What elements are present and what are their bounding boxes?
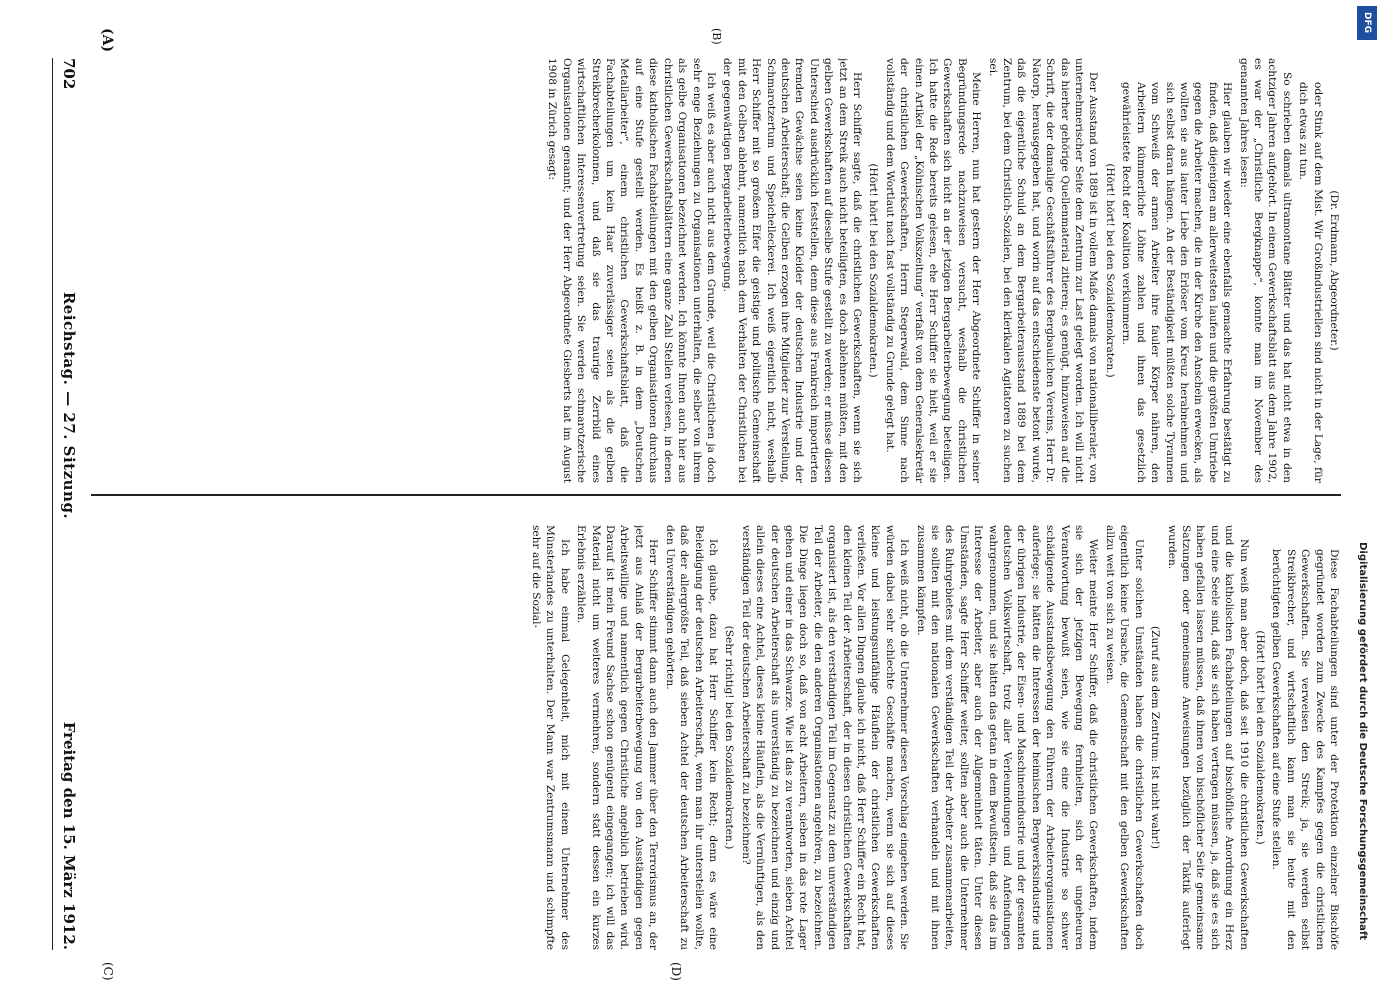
left-column bbox=[91, 58, 1341, 483]
right-column-paragraph: Ich habe einmal Gelegenheit, mich mit einem Unternehmer des Münsterlandes zu unterhalten. Der Mann war Zentrumsmann und schimpfte sehr auf die Sozial- bbox=[530, 525, 571, 950]
digitization-credit bbox=[1349, 0, 1377, 1000]
column-divider bbox=[91, 494, 1341, 496]
right-column-paragraph: Herr Schiffer stimmt dann auch den Jammer über den Terrorismus an, der jetzt aus Anlaß der Bergarbeiterbewegung von den Ausständigen gegen Arbeitswillige und namentlich gegen Christliche angeblich betrieben wird. Darauf ist mein Freund Sachse schon genügend eingegangen; ich will das Material nicht um weiteres vermehren, sondern statt dessen ein kurzes Erlebnis erzählen. bbox=[575, 525, 660, 950]
left-column-paragraph: Meine Herren, nun hat gestern der Herr Abgeordnete Schiffer in seiner Begründungsrede nachzuweisen versucht, weshalb die christlichen Gewerkschaften sich nicht an der jetzigen Bergarbeiterbewegung beteiligen. Ich hatte die Rede bereits gelesen, ehe Herr Schiffer sie hielt, weil er sie einen Artikel der „Kölnischen Volkszeitung“ verfaßt von dem Generalsekretär der christlichen Gewerkschaften, Herrn Stegerwald, dem Sinne nach vollständig und dem Wortlaut nach fast vollständig zu Grunde gelegt hat. bbox=[883, 58, 983, 483]
dfg-logo: DFG bbox=[1357, 6, 1377, 40]
right-column-paragraph: Nun weiß man aber doch, daß seit 1910 die christlichen Gewerkschaften und die katholischen Fachabteilungen auf bischöfliche Anordnung ein Herz und eine Seele sind, daß sie sich haben vertragen müssen, ja, daß sie es sich haben gefallen lassen müssen, daß ihnen von bischöflicher Seite gemeinsame Satzungen oder gemeinsame Anweisungen bezüglich der Taktik auferlegt wurden. bbox=[1165, 525, 1250, 950]
left-column-paragraph: (Hört! hört! bei den Sozialdemokraten.) bbox=[1103, 163, 1116, 378]
margin-marker-a: (A) bbox=[99, 28, 115, 53]
right-column-paragraph: Unter solchen Umständen haben die christlichen Gewerkschaften doch eigentlich keine Ursache, die Gemeinschaft mit den gelben Gewerkschaften allzu weit von sich zu weisen. bbox=[1103, 525, 1145, 950]
right-column-paragraph: Weiter meinte Herr Schiffer, daß die christlichen Gewerkschaften, indem sie sich der jetzigen Bewegung fernhielten, sich der ungeheuren Verantwortung bewußt seien, wie sie eine die Industrie so schwer schädigende Ausstandsbewegung den Führern der Arbeiterorganisationen auferlege; sie hätten die Interessen der heimischen Bergwerksindustrie und der übrigen Industrie, der Eisen- und Maschinenindustrie und der gesamten deutschen Volkswirtschaft, trotz aller Verleumdungen und Anfeindungen wahrgenommen, und sie hätten das getan in dem Bewußtsein, daß sie das im Interesse der Arbeiter, aber auch der Allgemeinheit täten. Unter diesen Umständen, sagte Herr Schiffer weiter, sollten aber auch die Unternehmer des Ruhrgebietes mit dem verständigen Teil der Arbeiter zusammenarbeiten, sie sollten mit den nationalen Gewerkschaften verhandeln und mit ihnen zusammen kämpfen. bbox=[914, 525, 1100, 950]
margin-marker-b: (B) bbox=[710, 28, 723, 45]
session-title: Reichstag. — 27. Sitzung. bbox=[60, 291, 78, 520]
page-header bbox=[55, 58, 83, 950]
right-column-paragraph: Ich weiß nicht, ob die Unternehmer diesen Vorschlag eingehen werden. Sie würden dabei sehr schlechte Geschäfte machen, wenn sie sich auf dieses kleine und leistungsunfähige Häuflein der christlichen Gewerkschaften verließen. Vor allen Dingen glaube ich nicht, daß Herr Schiffer ein Recht hat, den kleinen Teil der Arbeiterschaft, der in diesen christlichen Gewerkschaften organisiert ist, als den verständigen Teil im Gegensatz zu dem unverständigen Teil der Arbeiter, die den anderen Organisationen angehören, zu bezeichnen. Die Dinge liegen doch so, daß von acht Arbeitern, sieben in das rote Lager gehen und einer in das Schwarze. Wie ist das zu verantworten, sieben Achtel der deutschen Arbeiterschaft als unverständig zu bezeichnen und einzig und allein dieses eine Achtel, dieses kleine Häuflein, als die Vernünftigen, als den verständigen Teil der deutschen Arbeiterschaft zu bezeichnen? bbox=[739, 525, 911, 950]
right-column bbox=[91, 525, 1341, 950]
left-column-paragraph: Ich weiß es aber auch nicht aus dem Grunde, weil die Christlichen ja doch sehr enge Beziehungen zu Organisationen unterhalten, die selber von ihrem als gelbe Organisationen bezeichnet werden. Ich könnte Ihnen auch hier aus christlichen Gewerkschaftsblättern eine ganze Zahl Stellen verlesen, in denen diese katholischen Fachabteilungen mit den gelben Organisationen durchaus auf eine Stufe gestellt werden. Es heißt z. B. in dem „Deutschen Metallarbeiter“, einem christlichen Gewerkschaftsblatt, daß die Fachabteilungen um kein Haar zuverlässiger seien als die gelben Streikbrecherkolonnen, und daß sie das traurige Zerrbild eines wirtschaftlichen Interessenvertretung seien. Sie werden schmarotzerische Organisationen genannt; und der Herr Abgeordnete Giesberts hat im August 1908 in Zürich gesagt: bbox=[546, 58, 717, 483]
right-column-paragraph: (Hört! hört! bei den Sozialdemokraten.) bbox=[1253, 630, 1266, 845]
left-column-paragraph: (Hört! hört! bei den Sozialdemokraten.) bbox=[867, 163, 880, 378]
session-date: Freitag den 15. März 1912. bbox=[60, 721, 78, 950]
margin-marker-d: (D) bbox=[669, 962, 683, 981]
right-column-paragraph: Diese Fachabteilungen sind unter der Protektion einzelner Bischöfe gegründet worden zum Zwecke des Kampfes gegen die christlichen Gewerkschaften. Sie verweisen den Streik; ja, sie werden selbst Streikbrecher, und wirtschaftlich kann man sie heute mit den berüchtigten gelben Gewerkschaften auf eine Stufe stellen. bbox=[1270, 549, 1340, 950]
margin-marker-c: (C) bbox=[101, 962, 115, 981]
left-column-paragraph: Hier glauben wir wieder eine ebenfalls gemachte Erfahrung bestätigt zu finden, daß diejenigen am allerweitesten laufen und die größten Umtriebe gegen die Arbeiter machen, die in der Kirche den Anschein erwecken, als wollten sie aus lauter Liebe den Erlöser vom Kreuz herabnehmen und sich selbst daran hängen. An der Beständigkeit müßten solche Tyrannen vom Schweiß der armen Arbeiter ihre fauler Körper nähren, den Arbeitern kümmerliche Löhne zahlen und ihnen das gesetzlich gewährleistete Recht der Koalition verkümmern. bbox=[1120, 82, 1234, 483]
right-column-paragraph: (Zuruf aus dem Zentrum: Ist nicht wahr!) bbox=[1149, 626, 1162, 849]
left-column-paragraph: Herr Schiffer sagte, daß die christlichen Gewerkschaften, wenn sie sich jetzt an dem Streik auch nicht beteiligten, es doch ablehnen müßten, mit den gelben Gewerkschaften auf dieselbe Stufe gestellt zu werden; er müsse diesen Unterschied ausdrücklich feststellen, denn diese aus Frankreich importierten fremden Gewächse seien keine Kleider der deutschen Industrie und der deutschen Arbeiterschaft; die Gelben erzogen ihre Mitglieder zur Verstellung, Schmarotzertum und Speichelleckerei. Ich weiß eigentlich nicht, weshalb Herr Schiffer mit so großem Eifer die geistige und politische Gemeinschaft mit den Gelben ablehnt, namentlich nach dem Verhalten der Christlichen bei der gegenwärtigen Bergarbeiterbewegung. bbox=[721, 58, 863, 483]
left-column-paragraph: oder Stink auf dem Mist. Wir Großindustriellen sind nicht in der Lage, für dich etwas zu tun. bbox=[1297, 82, 1324, 483]
credit-text: Digitalisierung gefördert durch die Deutsche Forschungsgemeinschaft bbox=[1357, 542, 1369, 940]
left-column-paragraph: Der Ausstand von 1889 ist in vollem Maße damals von nationalliberaler, von unternehmerischer Seite dem Zentrum zur Last gelegt worden. Ich will nicht das hierher gehörige Quellenmaterial zitieren; es genügt, hinzuweisen auf die Schrift, die der damalige Geschäftsführer des Bergbaulichen Vereins, Herr Dr. Natorp, herausgegeben hat, und worin auf das entschiedenste betont wurde, daß die eigentliche Schuld an dem Bergarbeiterausstand 1889 bei dem Zentrum, bei dem Christlich-Sozialen, bei den klerikalen Agitatoren zu suchen sei. bbox=[986, 58, 1100, 483]
page-number: 702 bbox=[60, 58, 78, 90]
header-rule bbox=[52, 58, 53, 950]
left-column-paragraph: (Dr. Erdmann, Abgeordneter.) bbox=[1328, 190, 1340, 351]
left-column-paragraph: So schrieben damals ultramontane Blätter und das hat nicht etwa in den achtziger Jahren aufgehört. In einem Gewerkschaftsblatt aus dem Jahre 1902, es war der „Christliche Bergknappe“, konnte man im November des genannten Jahres lesen: bbox=[1237, 58, 1293, 483]
right-column-paragraph: Ich glaube, dazu hat Herr Schiffer kein Recht; denn es wäre eine Beleidigung der deutschen Arbeiterschaft, wenn man ihr unterstellen wollte, daß der allergrößte Teil, daß sieben Achtel der deutschen Arbeiterschaft zu den Unverständigen gehörten. bbox=[663, 525, 719, 950]
right-column-paragraph: (Sehr richtig! bei den Sozialdemokraten.) bbox=[723, 625, 736, 850]
